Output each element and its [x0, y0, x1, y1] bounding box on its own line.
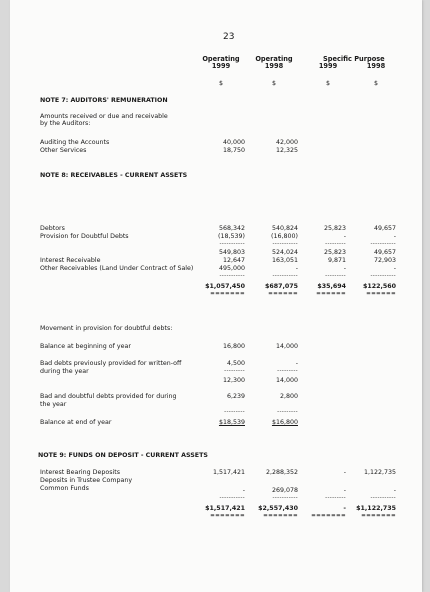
note8-value: 25,823 — [323, 225, 346, 232]
rule-dash: ----------- — [370, 495, 396, 501]
note8-value: 49,657 — [373, 225, 396, 232]
note8-value: 495,000 — [218, 265, 245, 272]
note8-debtors-label: Debtors — [40, 225, 65, 232]
bad-prev-label-line1: Bad debts previously provided for written-off — [40, 360, 182, 367]
rule-dash: --------- — [325, 241, 346, 247]
col-header-sp1999: 1999 — [318, 62, 338, 70]
note7-row-label: Other Services — [40, 147, 87, 154]
note8-value: 163,051 — [271, 257, 298, 264]
note9-interest-label: Interest Bearing Deposits — [40, 469, 120, 476]
rule-double: ======= — [263, 513, 298, 519]
movement-value: 16,800 — [222, 343, 245, 350]
bad-doubt-label-line2: the year — [40, 401, 67, 408]
note8-interest-label: Interest Receivable — [40, 257, 101, 264]
note9-total: $1,122,735 — [356, 505, 396, 512]
note8-value: 540,824 — [271, 225, 298, 232]
note9-total: - — [343, 505, 346, 512]
balance-begin-label: Balance at beginning of year — [40, 343, 131, 350]
currency-sp1998: $ — [373, 80, 378, 87]
rule-dash: --------- — [325, 273, 346, 279]
balance-end-label: Balance at end of year — [40, 419, 112, 426]
col-header-op1999-line2: 1999 — [211, 62, 231, 70]
bad-prev-label-line2: during the year — [40, 368, 89, 375]
note8-value: 72,903 — [373, 257, 396, 264]
rule-double: ======= — [361, 513, 396, 519]
movement-value: 4,500 — [226, 360, 245, 367]
note8-value: - — [343, 233, 346, 240]
col-header-specific-purpose: Specific Purpose — [323, 55, 385, 63]
note8-value: 12,647 — [222, 257, 245, 264]
currency-sp1999: $ — [325, 80, 330, 87]
note9-value: - — [242, 487, 245, 494]
rule-dash: ----------- — [272, 495, 298, 501]
note7-title: NOTE 7: AUDITORS' REMUNERATION — [40, 97, 168, 104]
rule-dash: ----------- — [370, 273, 396, 279]
note9-trustee-label-line1: Deposits in Trustee Company — [40, 477, 133, 484]
note8-subtotal: 524,024 — [271, 249, 298, 256]
col-header-sp1998: 1998 — [366, 62, 386, 70]
col-header-op1998-line2: 1998 — [264, 62, 284, 70]
rule-dash: ----------- — [370, 241, 396, 247]
col-header-op1998-line1: Operating — [255, 55, 293, 63]
note9-title: NOTE 9: FUNDS ON DEPOSIT - CURRENT ASSETS — [38, 452, 208, 459]
page-number: 23 — [223, 32, 235, 42]
note9-value: - — [343, 469, 346, 476]
movement-title: Movement in provision for doubtful debts: — [40, 325, 173, 332]
note8-value: - — [343, 265, 346, 272]
rule-dash: --------- — [277, 368, 298, 374]
note9-value: 1,517,421 — [212, 469, 245, 476]
rule-dash: ----------- — [272, 273, 298, 279]
note8-total: $687,075 — [264, 283, 298, 290]
note7-row-value: 40,000 — [222, 139, 245, 146]
note8-other-label: Other Receivables (Land Under Contract of Sale) — [40, 265, 194, 272]
balance-end-value: $16,800 — [271, 419, 298, 426]
rule-dash: --------- — [224, 368, 245, 374]
note9-value: 269,078 — [271, 487, 298, 494]
rule-dash: --------- — [224, 409, 245, 415]
note8-value: 568,342 — [218, 225, 245, 232]
movement-value: 6,239 — [226, 393, 245, 400]
note8-title: NOTE 8: RECEIVABLES - CURRENT ASSETS — [40, 172, 188, 179]
movement-subtotal: 14,000 — [275, 377, 298, 384]
note9-value: - — [343, 487, 346, 494]
note9-value: 1,122,735 — [363, 469, 396, 476]
currency-op1998: $ — [271, 80, 276, 87]
note8-subtotal: 25,823 — [323, 249, 346, 256]
note8-subtotal: 49,657 — [373, 249, 396, 256]
note7-row-value: 42,000 — [275, 139, 298, 146]
movement-value: - — [295, 360, 298, 367]
rule-dash: --------- — [325, 495, 346, 501]
balance-end-value: $18,539 — [218, 419, 245, 426]
rule-dash: --------- — [277, 409, 298, 415]
rule-dash: ----------- — [219, 241, 245, 247]
note7-intro-line2: by the Auditors: — [40, 120, 91, 127]
currency-op1999: $ — [218, 80, 223, 87]
note8-value: - — [393, 265, 396, 272]
rule-double: ======= — [210, 291, 245, 297]
rule-double: ====== — [316, 291, 346, 297]
note8-value: - — [393, 233, 396, 240]
bad-doubt-label-line1: Bad and doubtful debts provided for during — [40, 393, 177, 400]
note8-total: $35,694 — [317, 283, 346, 290]
note8-value: (16,800) — [271, 233, 298, 240]
note8-total: $1,057,450 — [205, 283, 245, 290]
rule-double: ====== — [268, 291, 298, 297]
note7-row-label: Auditing the Accounts — [40, 139, 110, 146]
note9-value: 2,288,352 — [265, 469, 298, 476]
movement-value: 14,000 — [275, 343, 298, 350]
note8-provision-label: Provision for Doubtful Debts — [40, 233, 129, 240]
rule-double: ====== — [366, 291, 396, 297]
movement-value: 2,800 — [279, 393, 298, 400]
note9-trustee-label-line2: Common Funds — [40, 485, 89, 492]
note7-intro-line1: Amounts received or due and receivable — [40, 113, 168, 120]
note9-total: $1,517,421 — [205, 505, 245, 512]
rule-dash: ----------- — [272, 241, 298, 247]
movement-subtotal: 12,300 — [222, 377, 245, 384]
note8-value: (18,539) — [218, 233, 245, 240]
rule-double: ======= — [311, 513, 346, 519]
col-header-op1999-line1: Operating — [202, 55, 240, 63]
note9-total: $2,557,430 — [258, 505, 298, 512]
note7-row-value: 12,325 — [275, 147, 298, 154]
note8-value: 9,871 — [327, 257, 346, 264]
note7-row-value: 18,750 — [222, 147, 245, 154]
document-page — [10, 0, 422, 592]
note8-subtotal: 549,803 — [218, 249, 245, 256]
note8-total: $122,560 — [362, 283, 396, 290]
rule-double: ======= — [210, 513, 245, 519]
rule-dash: ----------- — [219, 495, 245, 501]
note9-value: - — [393, 487, 396, 494]
rule-dash: ----------- — [219, 273, 245, 279]
note8-value: - — [295, 265, 298, 272]
